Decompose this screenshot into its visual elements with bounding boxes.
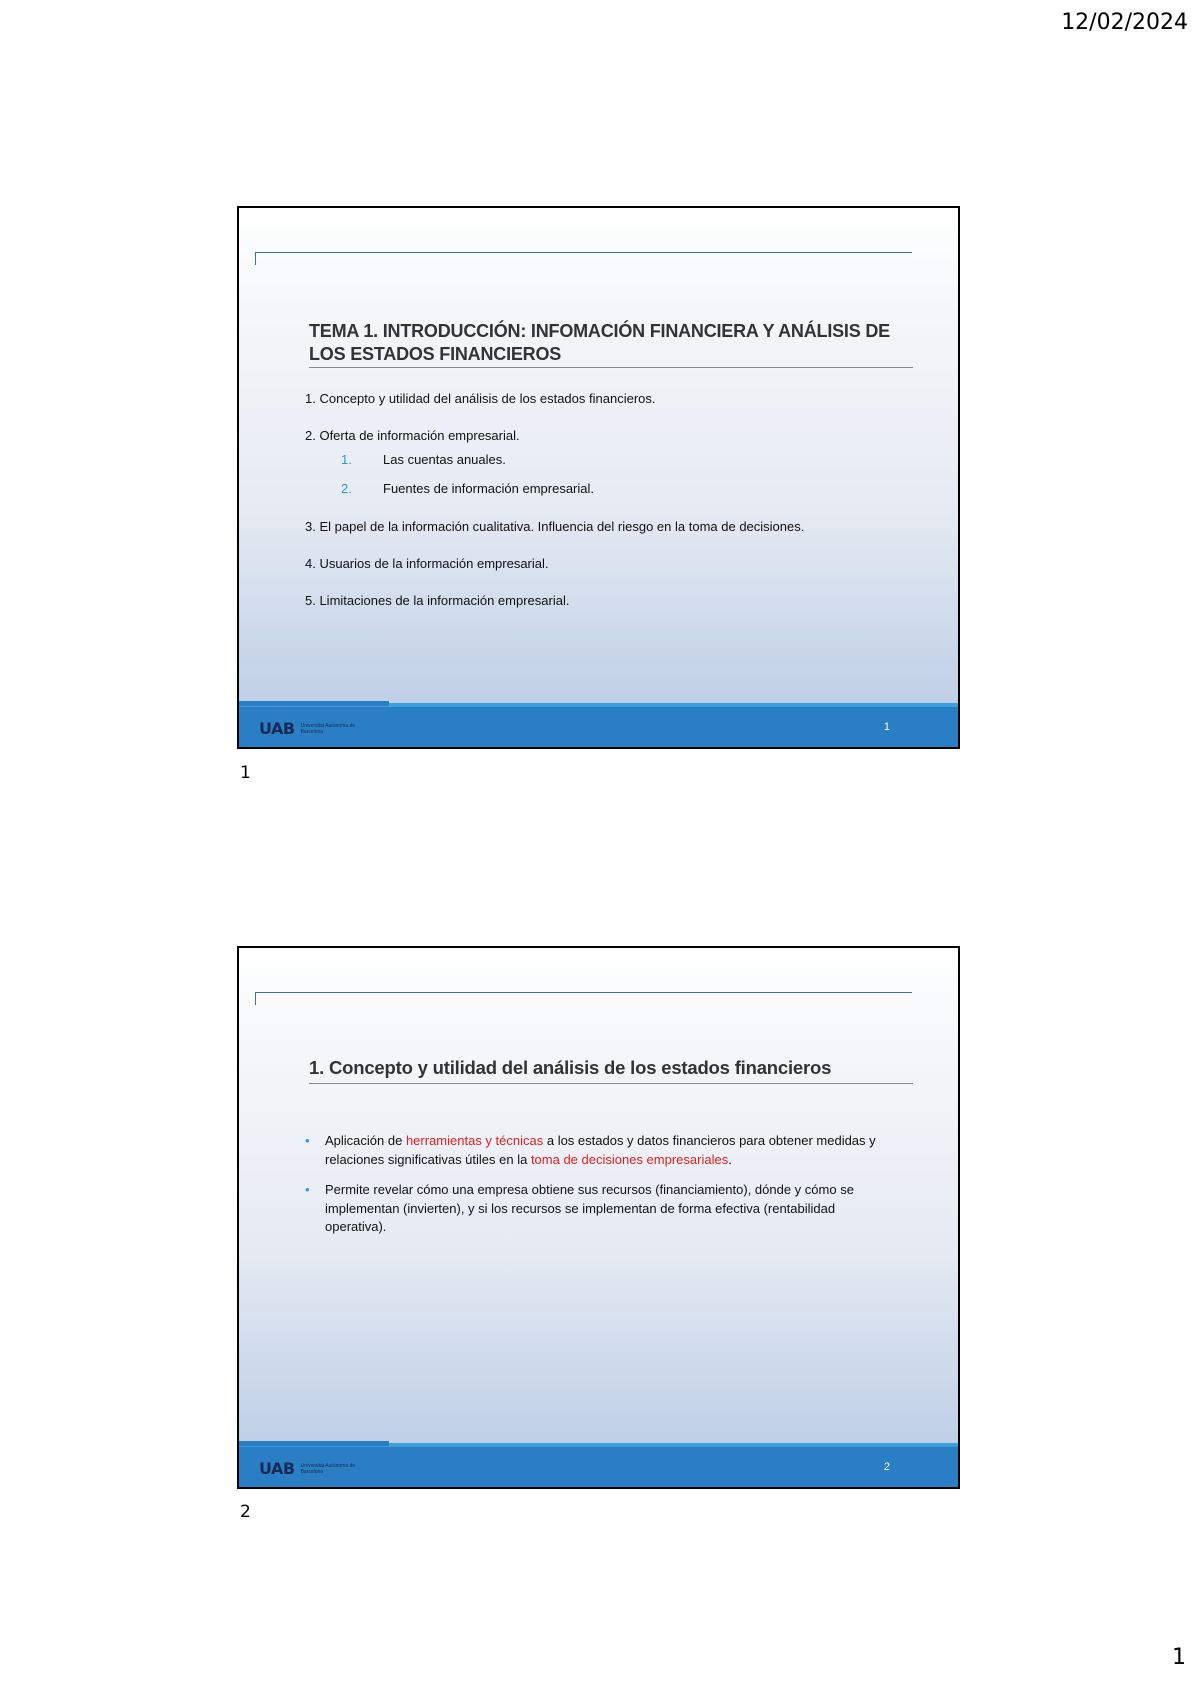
logo-mark: UAB [259, 719, 295, 738]
title-bracket [255, 992, 912, 1005]
title-bracket [255, 252, 912, 265]
logo-text: Universitat Autònoma de Barcelona [300, 722, 356, 735]
slide-footer [239, 703, 958, 747]
slide-number: 1 [883, 721, 890, 733]
agenda-subitem [341, 481, 804, 519]
subitem-number: 2. [341, 481, 352, 496]
agenda-item: 1. Concepto y utilidad del análisis de los estados financieros. [305, 391, 656, 406]
page-date: 12/02/2024 [1061, 10, 1188, 35]
agenda-list [305, 391, 804, 608]
uab-logo [259, 719, 371, 738]
agenda-item: 5. Limitaciones de la información empresarial. [305, 593, 570, 608]
slide-number: 2 [883, 1461, 890, 1473]
subitem-text: Las cuentas anuales. [383, 452, 506, 467]
bullet-icon: • [305, 1133, 310, 1148]
logo-text: Universitat Autònoma de Barcelona [300, 1462, 356, 1475]
bullet-text: Permite revelar cómo una empresa obtiene sus recursos (financiamiento), dónde y cómo se implementan (invierten), y si los recursos se implementan de forma efectiva (rentabilidad operativa). [325, 1182, 854, 1234]
agenda-item: 3. El papel de la información cualitativa. Influencia del riesgo en la toma de decisiones. [305, 519, 805, 534]
agenda-item: 2. Oferta de información empresarial. [305, 428, 520, 443]
subitem-text: Fuentes de información empresarial. [383, 481, 594, 496]
bullet-icon: • [305, 1182, 310, 1197]
bullet-text: a los estados y datos financieros para obtener medidas y relaciones significativas útiles en la [325, 1133, 876, 1167]
bullet-item [305, 1181, 895, 1237]
highlight-text: toma de decisiones empresariales [530, 1151, 729, 1167]
slide-1 [237, 206, 960, 749]
bullet-text: Aplicación de [325, 1133, 406, 1148]
bullet-text: . [728, 1151, 732, 1167]
page-number: 1 [1172, 1645, 1186, 1670]
slide-caption: 1 [240, 763, 251, 783]
bullet-list [305, 1132, 895, 1249]
bullet-item [305, 1132, 895, 1169]
subitem-number: 1. [341, 452, 352, 467]
uab-logo [259, 1459, 371, 1478]
highlight-text: herramientas y técnicas [405, 1133, 544, 1148]
slide-title: 1. Concepto y utilidad del análisis de los estados financieros [309, 1056, 913, 1084]
slide-2 [237, 946, 960, 1489]
logo-mark: UAB [259, 1459, 295, 1478]
slide-caption: 2 [240, 1502, 251, 1522]
slide-title: TEMA 1. INTRODUCCIÓN: INFOMACIÓN FINANCIERA Y ANÁLISIS DE LOS ESTADOS FINANCIEROS [309, 320, 913, 368]
agenda-subitem [341, 452, 804, 481]
agenda-item: 4. Usuarios de la información empresarial. [305, 556, 549, 571]
slide-footer [239, 1443, 958, 1487]
